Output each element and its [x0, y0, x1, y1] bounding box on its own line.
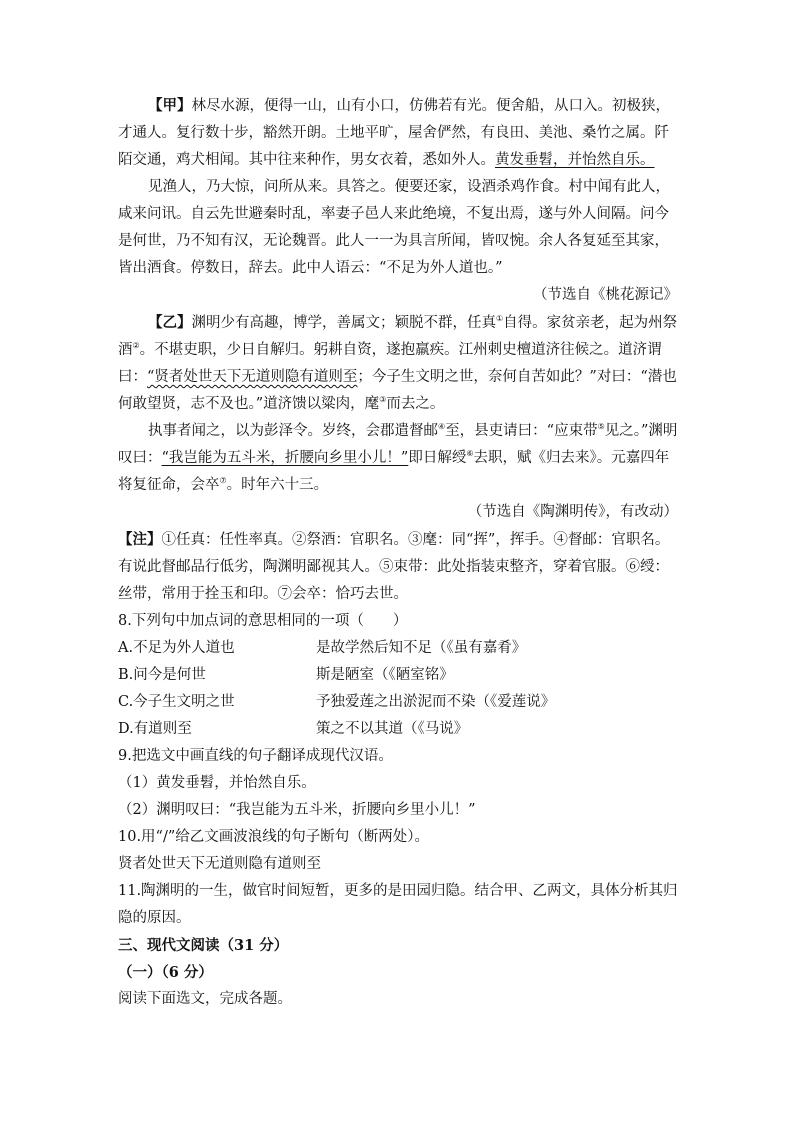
section-3-title: 三、现代文阅读（31 分）: [118, 937, 289, 954]
jia-label: 【甲】: [148, 97, 192, 114]
option-right: 是故学然后知不足（《虽有嘉肴》: [316, 640, 527, 656]
jia-source: （节选自《桃花源记》: [533, 287, 678, 303]
yi-text: 渊明少有高趣，博学，善属文；颖脱不群，任真: [191, 315, 496, 331]
yi-source: （节选自《陶渊明传》，有改动）: [467, 504, 678, 520]
yi-text: 至，县吏请曰：“应束带: [445, 423, 598, 439]
yi-text: 自得。家贫亲老，起为州祭酒: [118, 315, 678, 358]
yi-paragraph-1: [118, 309, 678, 418]
yi-text: 。时年六十三。: [226, 477, 329, 493]
question-11-stem: 11.陶渊明的一生，做官时间短暂，更多的是田园归隐。结合甲、乙两文，具体分析其归隐的原因。: [118, 883, 678, 926]
wavy-underlined-sentence: “贤者处世天下无道则隐有道则至: [147, 369, 358, 385]
note-marker: ②: [132, 341, 140, 351]
option-left: C.今子生文明之世: [118, 694, 235, 710]
option-left: A.不足为外人道也: [118, 640, 235, 656]
question-8-option-c: [118, 689, 678, 716]
question-9-stem: 9.把选文中画直线的句子翻译成现代汉语。: [118, 748, 393, 764]
underlined-sentence-2: “我岂能为五斗米，折腰向乡里小儿！”: [161, 450, 409, 466]
note-label: 【注】: [118, 531, 162, 548]
yi-label: 【乙】: [148, 314, 192, 331]
yi-text: 而去之。: [386, 396, 445, 412]
note-marker: ④: [438, 422, 446, 432]
note-marker: ③: [379, 395, 387, 405]
section-3-subtitle: （一）（6 分）: [118, 964, 213, 981]
yi-text: 。不堪吏职，少日自解归。躬耕自资，遂抱羸疾。江州刺史檀道济往候之。道济谓曰：: [118, 342, 662, 385]
jia-text: 林尽水源，便得一山，山有小口，仿佛若有光。便舍船，从口入。初极狭，才通人。复行数十步，豁然开朗。土地平旷，屋舍俨然，有良田、美池、桑竹之属。阡陌交通，鸡犬相闻。其中往来种作，男女衣着，悉如外人。: [118, 98, 670, 168]
question-8-option-a: [118, 635, 678, 662]
yi-text: 去职，赋《归去来》。元嘉四年将复征命，会卒: [118, 450, 670, 493]
question-8-stem: 8.下列句中加点词的意思相同的一项（ ）: [118, 613, 408, 629]
yi-text: ；今子生文明之世，奈何自苦如此？”对曰：“潜也何敢望贤，志不及也。”道济馈以粱肉，麾: [118, 369, 677, 412]
question-9-sentence-2: （2）渊明叹曰：“我岂能为五斗米，折腰向乡里小儿！”: [118, 802, 476, 818]
question-10-sentence: 贤者处世天下无道则隐有道则至: [118, 856, 321, 872]
document-content: [118, 92, 678, 1013]
yi-text: 见之。”渊明叹曰：: [118, 423, 678, 466]
section-3-instruction: 阅读下面选文，完成各题。: [118, 991, 292, 1007]
jia-paragraph-1: [118, 92, 678, 174]
question-10-stem: 10.用“/”给乙文画波浪线的句子断句（断两处）。: [118, 829, 430, 845]
note-marker: ⑥: [466, 449, 474, 459]
option-left: D.有道则至: [118, 721, 192, 737]
yi-text: 执事者闻之，以为彭泽令。岁终，会郡遣督邮: [148, 423, 438, 439]
question-8-option-b: [118, 662, 678, 689]
yi-paragraph-2: [118, 418, 678, 499]
option-right: 策之不以其道（《马说》: [316, 721, 469, 737]
note-marker: ①: [496, 314, 504, 324]
option-right: 斯是陋室（《陋室铭》: [316, 667, 454, 683]
option-left: B.问今是何世: [118, 667, 206, 683]
question-9-sentence-1: （1）黄发垂髫，并怡然自乐。: [118, 775, 316, 791]
underlined-sentence-1: 黄发垂髫，并怡然自乐。: [495, 152, 655, 168]
note-marker: ⑦: [219, 476, 227, 486]
note-text: ①任真：任性率真。②祭酒：官职名。③麾：同“挥”，挥手。④督邮：官职名。有说此督邮品行低劣，陶渊明鄙视其人。⑤束带：此处指装束整齐，穿着官服。⑥绶：丝带，常用于拴玉和印。⑦会卒：恰巧去世。: [118, 532, 670, 602]
yi-text: 即日解绶: [408, 450, 467, 466]
note-marker: ⑤: [597, 422, 605, 432]
question-8-option-d: [118, 716, 678, 743]
annotation-notes: [118, 526, 678, 608]
jia-paragraph-2: 见渔人，乃大惊，问所从来。具答之。便要还家，设酒杀鸡作食。村中闻有此人，咸来问讯。自云先世避秦时乱，率妻子邑人来此绝境，不复出焉，遂与外人间隔。问今是何世，乃不知有汉，无论魏晋。此人一一为具言所闻，皆叹惋。余人各复延至其家，皆出酒食。停数日，辞去。此中人语云：“不足为外人道也。”: [118, 179, 670, 276]
option-right: 予独爱莲之出淤泥而不染（《爱莲说》: [316, 694, 556, 710]
